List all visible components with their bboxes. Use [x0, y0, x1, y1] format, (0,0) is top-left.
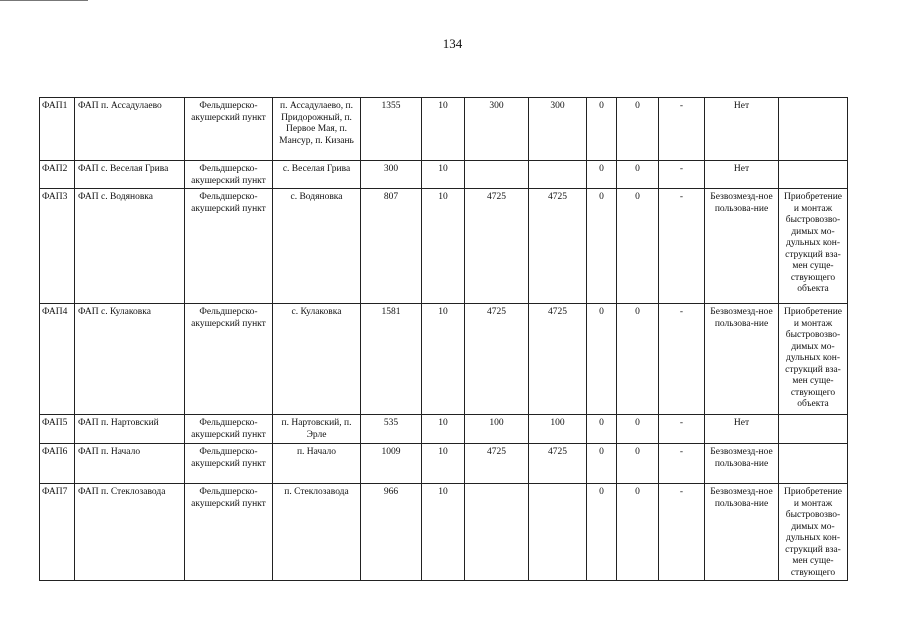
cell-v3: 300 [529, 98, 587, 161]
cell-v1: 10 [422, 189, 465, 304]
cell-v6: - [659, 484, 705, 581]
table-row [40, 484, 848, 581]
cell-v5: 0 [617, 415, 659, 444]
cell-code: ФАП7 [40, 484, 75, 581]
cell-v1: 10 [422, 415, 465, 444]
cell-name: ФАП п. Стеклозавода [75, 484, 185, 581]
cell-note [779, 444, 848, 484]
cell-code: ФАП3 [40, 189, 75, 304]
page-number: 134 [442, 36, 463, 51]
cell-note [779, 98, 848, 161]
cell-v3: 4725 [529, 444, 587, 484]
cell-v6: - [659, 189, 705, 304]
cell-v3 [529, 161, 587, 189]
cell-v6: - [659, 161, 705, 189]
cell-settlements: п. Начало [273, 444, 361, 484]
cell-v5: 0 [617, 444, 659, 484]
cell-v6: - [659, 444, 705, 484]
cell-name: ФАП п. Нартовский [75, 415, 185, 444]
cell-type: Фельдшерско-акушерский пункт [185, 484, 273, 581]
facility-table [39, 97, 848, 581]
cell-code: ФАП5 [40, 415, 75, 444]
cell-v4: 0 [587, 415, 617, 444]
cell-type: Фельдшерско-акушерский пункт [185, 304, 273, 415]
cell-code: ФАП6 [40, 444, 75, 484]
cell-population: 535 [361, 415, 422, 444]
cell-v3: 100 [529, 415, 587, 444]
cell-v2 [465, 161, 529, 189]
cell-v4: 0 [587, 98, 617, 161]
cell-settlements: с. Водяновка [273, 189, 361, 304]
cell-type: Фельдшерско-акушерский пункт [185, 98, 273, 161]
cell-status: Безвозмезд-ное пользова-ние [705, 484, 779, 581]
cell-note [779, 415, 848, 444]
cell-v2: 4725 [465, 304, 529, 415]
cell-v3: 4725 [529, 304, 587, 415]
cell-population: 1009 [361, 444, 422, 484]
top-rule [0, 0, 88, 1]
cell-type: Фельдшерско-акушерский пункт [185, 189, 273, 304]
cell-status: Нет [705, 98, 779, 161]
cell-v3: 4725 [529, 189, 587, 304]
cell-settlements: с. Веселая Грива [273, 161, 361, 189]
cell-type: Фельдшерско-акушерский пункт [185, 161, 273, 189]
cell-v2: 4725 [465, 189, 529, 304]
cell-name: ФАП с. Кулаковка [75, 304, 185, 415]
cell-v6: - [659, 98, 705, 161]
cell-v1: 10 [422, 484, 465, 581]
cell-v6: - [659, 304, 705, 415]
cell-code: ФАП2 [40, 161, 75, 189]
cell-status: Безвозмезд-ное пользова-ние [705, 304, 779, 415]
cell-v4: 0 [587, 444, 617, 484]
cell-name: ФАП п. Начало [75, 444, 185, 484]
cell-status: Нет [705, 161, 779, 189]
cell-population: 966 [361, 484, 422, 581]
cell-status: Нет [705, 415, 779, 444]
cell-v1: 10 [422, 444, 465, 484]
cell-population: 1581 [361, 304, 422, 415]
cell-v4: 0 [587, 189, 617, 304]
cell-status: Безвозмезд-ное пользова-ние [705, 444, 779, 484]
cell-code: ФАП4 [40, 304, 75, 415]
table-row [40, 161, 848, 189]
cell-v1: 10 [422, 161, 465, 189]
cell-v5: 0 [617, 161, 659, 189]
cell-v5: 0 [617, 98, 659, 161]
cell-code: ФАП1 [40, 98, 75, 161]
cell-population: 300 [361, 161, 422, 189]
cell-name: ФАП с. Веселая Грива [75, 161, 185, 189]
cell-settlements: с. Кулаковка [273, 304, 361, 415]
table-row [40, 415, 848, 444]
cell-status: Безвозмезд-ное пользова-ние [705, 189, 779, 304]
cell-population: 1355 [361, 98, 422, 161]
cell-v4: 0 [587, 161, 617, 189]
cell-settlements: п. Нартовский, п. Эрле [273, 415, 361, 444]
cell-v1: 10 [422, 304, 465, 415]
table-row [40, 444, 848, 484]
cell-v2: 300 [465, 98, 529, 161]
cell-v2: 100 [465, 415, 529, 444]
table-row [40, 304, 848, 415]
cell-v2: 4725 [465, 444, 529, 484]
cell-v5: 0 [617, 189, 659, 304]
table-row [40, 189, 848, 304]
cell-note: Приобретение и монтаж быстровозво-димых мо-дульных кон-струкций вза-мен суще-ствующего объекта [779, 189, 848, 304]
cell-population: 807 [361, 189, 422, 304]
cell-v4: 0 [587, 304, 617, 415]
cell-name: ФАП с. Водяновка [75, 189, 185, 304]
cell-v5: 0 [617, 304, 659, 415]
cell-name: ФАП п. Ассадулаево [75, 98, 185, 161]
cell-type: Фельдшерско-акушерский пункт [185, 444, 273, 484]
cell-note: Приобретение и монтаж быстровозво-димых мо-дульных кон-струкций вза-мен суще-ствующего [779, 484, 848, 581]
cell-v1: 10 [422, 98, 465, 161]
cell-note: Приобретение и монтаж быстровозво-димых мо-дульных кон-струкций вза-мен суще-ствующего объекта [779, 304, 848, 415]
cell-v4: 0 [587, 484, 617, 581]
cell-v6: - [659, 415, 705, 444]
cell-type: Фельдшерско-акушерский пункт [185, 415, 273, 444]
cell-v2 [465, 484, 529, 581]
cell-v3 [529, 484, 587, 581]
cell-settlements: п. Стеклозавода [273, 484, 361, 581]
cell-note [779, 161, 848, 189]
table-row [40, 98, 848, 161]
cell-v5: 0 [617, 484, 659, 581]
cell-settlements: п. Ассадулаево, п. Придорожный, п. Первое Мая, п. Мансур, п. Кизань [273, 98, 361, 161]
